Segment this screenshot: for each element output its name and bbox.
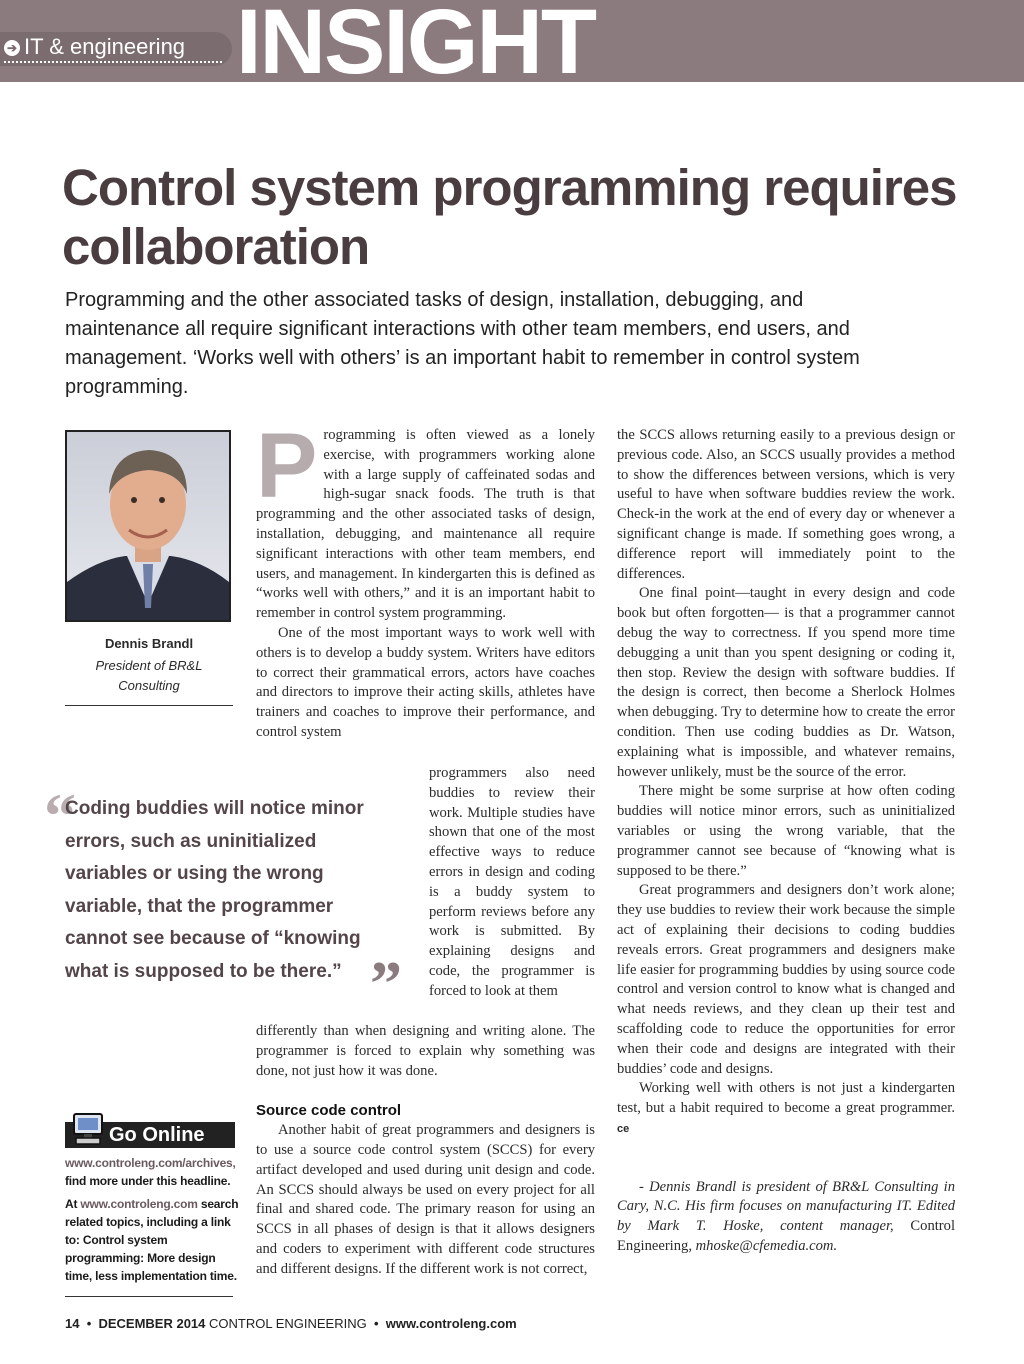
go-online-text [65,1154,245,1290]
article-deck: Programming and the other associated tasks of design, installation, debugging, and maintenance all require significant interactions with other team members, end users, and management. ‘Works well with others’ is an important habit to remember in control system programming. [65,289,860,398]
dotted-rule [4,61,222,63]
issue-date: DECEMBER 2014 [98,1316,206,1331]
body-paragraph-2c: differently than when designing and writing alone. The programmer is forced to explain why something was done, not just how it was done. [256,1023,595,1079]
body-column-1-narrow [429,764,595,1002]
page-footer: 14 • DECEMBER 2014 CONTROL ENGINEERING • www.controleng.com [65,1316,517,1331]
section-label-text: IT & engineering [24,34,186,59]
arrow-right-icon: ➔ [4,40,20,56]
go-online-item-2 [65,1195,245,1285]
body-paragraph-1: rogramming is often viewed as a lonely exercise, with programmers working alone with a large supply of caffeinated sodas and high-sugar snack foods. The truth is that programming and the other associated tasks of design, installation, debugging, and maintenance all require significant interactions with other team members, end users, and management. In kindergarten this is defined as “works well with others,” and it is an important habit to remember in control system programming. [256,427,595,622]
footer-website[interactable]: www.controleng.com [385,1316,517,1331]
go-online-text-1: find more under this headline. [65,1174,231,1188]
go-online-prefix: At [65,1197,78,1211]
go-online-item-1 [65,1154,245,1190]
body-paragraph-4: the SCCS allows returning easily to a previous design or previous code. Also, an SCCS usually provides a method to show the differences between versions, which is very useful to have when software buddies review the work. Check-in the work at the end of every day or whenever a significant change is made. If something goes wrong, a difference report will immediately point to the differences. [617,427,955,582]
caption-divider [65,705,233,706]
section-label [4,34,185,60]
website-link[interactable]: www.controleng.com [80,1197,198,1211]
close-quote-mark: ” [370,948,402,1019]
go-online-text-2: search related topics, including a link to: Control system programming: More design time, less implementation time. [65,1197,239,1283]
body-paragraph-2a: One of the most important ways to work well with others is to develop a buddy system. Writers have editors to correct their grammatical errors, actors have coaches and directors to improve their acting skills, athletes have trainers and coaches to improve their performance, and control system [256,624,595,740]
author-portrait-illustration [67,432,229,620]
author-name: Dennis Brandl [104,636,194,651]
body-paragraph-3: Another habit of great programmers and designers is to use a source code control system (SCCS) for every artifact developed and used during unit design and code. An SCCS should always be used on every project for all final and shared code. The primary reason for using an SCCS in all phases of design is that it allows designers and coders to experiment with different code structures and different designs. If the different work is not correct, [256,1122,595,1277]
go-online-label: Go Online [109,1124,205,1146]
go-online-divider [65,1296,233,1297]
body-paragraph-8-text: Working well with others is not just a kindergarten test, but a habit required to become a great programmer. [617,1080,955,1117]
article-headline: Control system programming requires collaboration [62,159,957,275]
body-column-1-top [256,415,595,743]
page-number: 14 [65,1316,80,1331]
body-paragraph-2b: programmers also need buddies to review their work. Multiple studies have shown that one of the most effective ways to reduce errors in design and coding is a buddy system to perform reviews before any work is submitted. By explaining designs and code, the programmer is forced to look at them [429,765,595,999]
drop-cap: P [256,415,318,517]
end-mark: ce [617,1122,630,1135]
section-title: INSIGHT [236,0,596,93]
publication-name: CONTROL ENGINEERING [209,1316,367,1331]
author-title: President of BR&L Consulting [95,658,203,693]
signature-email[interactable]: mhoske@cfemedia.com. [695,1238,838,1255]
body-paragraph-7: Great programmers and designers don’t work alone; they use buddies to review their work because the simple act of explaining their decisions to coding buddies reveals errors. Great programmers and designers make life easier for programming buddies by using source code control and version control to know what is changed and what needs reviews, and they clean up their test and scaffolding code to reduce the opportunities for error when their code and designs are integrated with their buddies’ code and designs. [617,882,955,1077]
body-paragraph [256,415,595,624]
body-paragraph-8 [617,1079,955,1139]
signature-publication: Control Engineering, [617,1218,956,1255]
archives-link[interactable]: www.controleng.com/archives, [65,1156,236,1170]
body-column-2 [617,426,955,1257]
section-tab [0,32,232,66]
pull-quote: Coding buddies will notice minor errors, such as uninitialized variables or using the wrong variable, that the programmer cannot see because of “knowing what is supposed to be there.” [65,798,364,982]
author-signature [617,1178,955,1257]
section-subhead: Source code control [256,1102,402,1120]
open-quote-mark: “ [44,780,76,851]
body-column-1-bottom [256,1022,595,1280]
body-paragraph-5: One final point—taught in every design and code book but often forgotten— is that a programmer cannot debug the way to correctness. If you spend more time debugging a unit than you spent designing or coding it, then stop. Review the design with software buddies. If the design is correct, then become a Sherlock Holmes when debugging. Try to determine how to create the error condition. Then use coding buddies as Dr. Watson, explaining what is impossible, and whatever remains, however unlikely, must be the source of the error. [617,585,955,780]
go-online-header [65,1122,235,1148]
signature-text: - Dennis Brandl is president of BR&L Consulting in Cary, N.C. His firm focuses on manufacturing IT. Edited by Mark T. Hoske, content manager, [617,1178,955,1235]
body-paragraph-6: There might be some surprise at how often coding buddies will notice minor errors, such as uninitialized variables or using the wrong variable, that the programmer cannot see because of “knowing what is supposed to be there.” [617,783,955,879]
author-photo [65,430,231,622]
computer-icon [71,1112,105,1146]
